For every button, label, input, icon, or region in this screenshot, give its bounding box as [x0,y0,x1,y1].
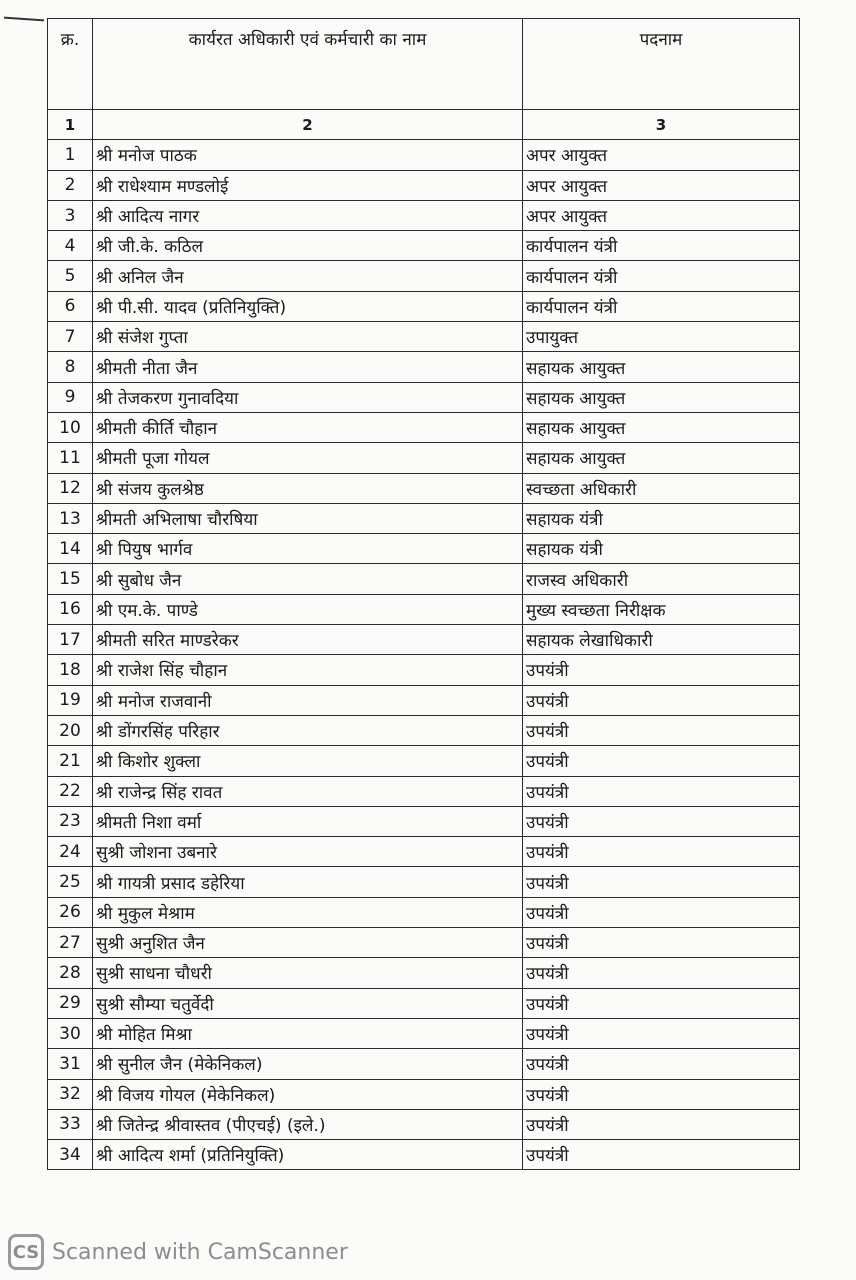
table-body [48,110,800,1170]
serial-number-cell: 20 [48,715,93,745]
table-row [48,1049,800,1079]
designation-cell: कार्यपालन यंत्री [523,291,800,321]
designation-cell: उपयंत्री [523,655,800,685]
employee-name-cell: श्री मुकुल मेश्राम [93,897,523,927]
employee-name-cell: श्री संजय कुलश्रेष्ठ [93,473,523,503]
designation-cell: सहायक आयुक्त [523,412,800,442]
designation-cell: उपयंत्री [523,715,800,745]
camscanner-watermark-text: Scanned with CamScanner [52,1239,348,1265]
designation-cell: उपायुक्त [523,322,800,352]
serial-number-cell: 22 [48,776,93,806]
serial-number-cell: 27 [48,928,93,958]
serial-number-cell: 34 [48,1140,93,1170]
serial-number-cell: 25 [48,867,93,897]
employee-name-cell: श्री एम.के. पाण्डे [93,594,523,624]
table-row [48,564,800,594]
serial-number-cell: 24 [48,837,93,867]
table-row [48,837,800,867]
designation-cell: अपर आयुक्त [523,140,800,170]
employee-name-cell: श्री विजय गोयल (मेकेनिकल) [93,1079,523,1109]
serial-number-cell: 6 [48,291,93,321]
employee-name-cell: सुश्री जोशना उबनारे [93,837,523,867]
table-row [48,988,800,1018]
table-row [48,1109,800,1139]
table-row [48,715,800,745]
table-row [48,443,800,473]
serial-number-cell: 23 [48,806,93,836]
table-row [48,897,800,927]
designation-cell: सहायक आयुक्त [523,352,800,382]
table-row [48,655,800,685]
designation-cell: राजस्व अधिकारी [523,564,800,594]
column-index-2: 2 [93,110,523,140]
table-row [48,170,800,200]
employee-name-cell: सुश्री अनुशित जैन [93,928,523,958]
employee-name-cell: सुश्री सौम्या चतुर्वेदी [93,988,523,1018]
serial-number-cell: 18 [48,655,93,685]
designation-cell: सहायक लेखाधिकारी [523,625,800,655]
table-row [48,503,800,533]
employee-name-cell: श्री सुनील जैन (मेकेनिकल) [93,1049,523,1079]
designation-cell: सहायक यंत्री [523,503,800,533]
header-designation: पदनाम [523,19,800,110]
designation-cell: स्वच्छता अधिकारी [523,473,800,503]
page-corner-mark [4,17,44,22]
employee-name-cell: सुश्री साधना चौधरी [93,958,523,988]
designation-cell: उपयंत्री [523,1049,800,1079]
serial-number-cell: 7 [48,322,93,352]
designation-cell: उपयंत्री [523,1018,800,1048]
serial-number-cell: 16 [48,594,93,624]
serial-number-cell: 2 [48,170,93,200]
employee-name-cell: श्रीमती सरित माण्डरेकर [93,625,523,655]
table-row [48,685,800,715]
column-index-row [48,110,800,140]
serial-number-cell: 11 [48,443,93,473]
serial-number-cell: 30 [48,1018,93,1048]
employee-name-cell: श्री संजेश गुप्ता [93,322,523,352]
employee-name-cell: श्री राजेश सिंह चौहान [93,655,523,685]
table-row [48,322,800,352]
employee-name-cell: श्री पी.सी. यादव (प्रतिनियुक्ति) [93,291,523,321]
staff-table [47,18,800,1170]
serial-number-cell: 12 [48,473,93,503]
serial-number-cell: 8 [48,352,93,382]
table-row [48,412,800,442]
employee-name-cell: श्री डोंगरसिंह परिहार [93,715,523,745]
designation-cell: उपयंत्री [523,685,800,715]
table-row [48,1140,800,1170]
serial-number-cell: 4 [48,231,93,261]
employee-name-cell: श्रीमती कीर्ति चौहान [93,412,523,442]
table-row [48,776,800,806]
employee-name-cell: श्रीमती पूजा गोयल [93,443,523,473]
employee-name-cell: श्री तेजकरण गुनावदिया [93,382,523,412]
employee-name-cell: श्रीमती अभिलाषा चौरषिया [93,503,523,533]
column-index-1: 1 [48,110,93,140]
column-index-3: 3 [523,110,800,140]
designation-cell: उपयंत्री [523,928,800,958]
designation-cell: उपयंत्री [523,806,800,836]
table-row [48,746,800,776]
designation-cell: उपयंत्री [523,746,800,776]
header-employee-name: कार्यरत अधिकारी एवं कर्मचारी का नाम [93,19,523,110]
serial-number-cell: 15 [48,564,93,594]
designation-cell: अपर आयुक्त [523,200,800,230]
table-row [48,473,800,503]
serial-number-cell: 32 [48,1079,93,1109]
table-row [48,534,800,564]
designation-cell: सहायक यंत्री [523,534,800,564]
serial-number-cell: 14 [48,534,93,564]
serial-number-cell: 9 [48,382,93,412]
employee-name-cell: श्री जी.के. कठिल [93,231,523,261]
employee-name-cell: श्री पियुष भार्गव [93,534,523,564]
designation-cell: उपयंत्री [523,776,800,806]
employee-name-cell: श्री सुबोध जैन [93,564,523,594]
employee-name-cell: श्री राजेन्द्र सिंह रावत [93,776,523,806]
serial-number-cell: 29 [48,988,93,1018]
employee-name-cell: श्रीमती नीता जैन [93,352,523,382]
serial-number-cell: 17 [48,625,93,655]
designation-cell: अपर आयुक्त [523,170,800,200]
serial-number-cell: 5 [48,261,93,291]
serial-number-cell: 3 [48,200,93,230]
serial-number-cell: 1 [48,140,93,170]
table-row [48,958,800,988]
table-row [48,231,800,261]
designation-cell: सहायक आयुक्त [523,382,800,412]
camscanner-watermark [8,1234,348,1270]
designation-cell: सहायक आयुक्त [523,443,800,473]
employee-name-cell: श्री मोहित मिश्रा [93,1018,523,1048]
table-row [48,806,800,836]
table-row [48,140,800,170]
table-row [48,261,800,291]
designation-cell: उपयंत्री [523,958,800,988]
employee-name-cell: श्री किशोर शुक्ला [93,746,523,776]
table-row [48,1079,800,1109]
employee-name-cell: श्रीमती निशा वर्मा [93,806,523,836]
camscanner-logo-icon: CS [8,1234,44,1270]
designation-cell: उपयंत्री [523,1079,800,1109]
designation-cell: मुख्य स्वच्छता निरीक्षक [523,594,800,624]
employee-name-cell: श्री गायत्री प्रसाद डहेरिया [93,867,523,897]
employee-name-cell: श्री अनिल जैन [93,261,523,291]
designation-cell: कार्यपालन यंत्री [523,261,800,291]
table-row [48,352,800,382]
serial-number-cell: 33 [48,1109,93,1139]
designation-cell: उपयंत्री [523,988,800,1018]
serial-number-cell: 31 [48,1049,93,1079]
table-row [48,867,800,897]
table-header-row [48,19,800,110]
serial-number-cell: 13 [48,503,93,533]
table-row [48,291,800,321]
table-row [48,382,800,412]
designation-cell: उपयंत्री [523,1140,800,1170]
table-row [48,1018,800,1048]
employee-name-cell: श्री आदित्य नागर [93,200,523,230]
table-row [48,625,800,655]
designation-cell: उपयंत्री [523,1109,800,1139]
employee-name-cell: श्री मनोज राजवानी [93,685,523,715]
designation-cell: उपयंत्री [523,897,800,927]
serial-number-cell: 21 [48,746,93,776]
designation-cell: उपयंत्री [523,867,800,897]
employee-name-cell: श्री राधेश्याम मण्डलोई [93,170,523,200]
serial-number-cell: 26 [48,897,93,927]
header-serial-number: क्र. [48,19,93,110]
serial-number-cell: 28 [48,958,93,988]
table-row [48,200,800,230]
table-row [48,594,800,624]
serial-number-cell: 10 [48,412,93,442]
table-row [48,928,800,958]
designation-cell: उपयंत्री [523,837,800,867]
employee-name-cell: श्री आदित्य शर्मा (प्रतिनियुक्ति) [93,1140,523,1170]
serial-number-cell: 19 [48,685,93,715]
employee-name-cell: श्री मनोज पाठक [93,140,523,170]
designation-cell: कार्यपालन यंत्री [523,231,800,261]
employee-name-cell: श्री जितेन्द्र श्रीवास्तव (पीएचई) (इले.) [93,1109,523,1139]
